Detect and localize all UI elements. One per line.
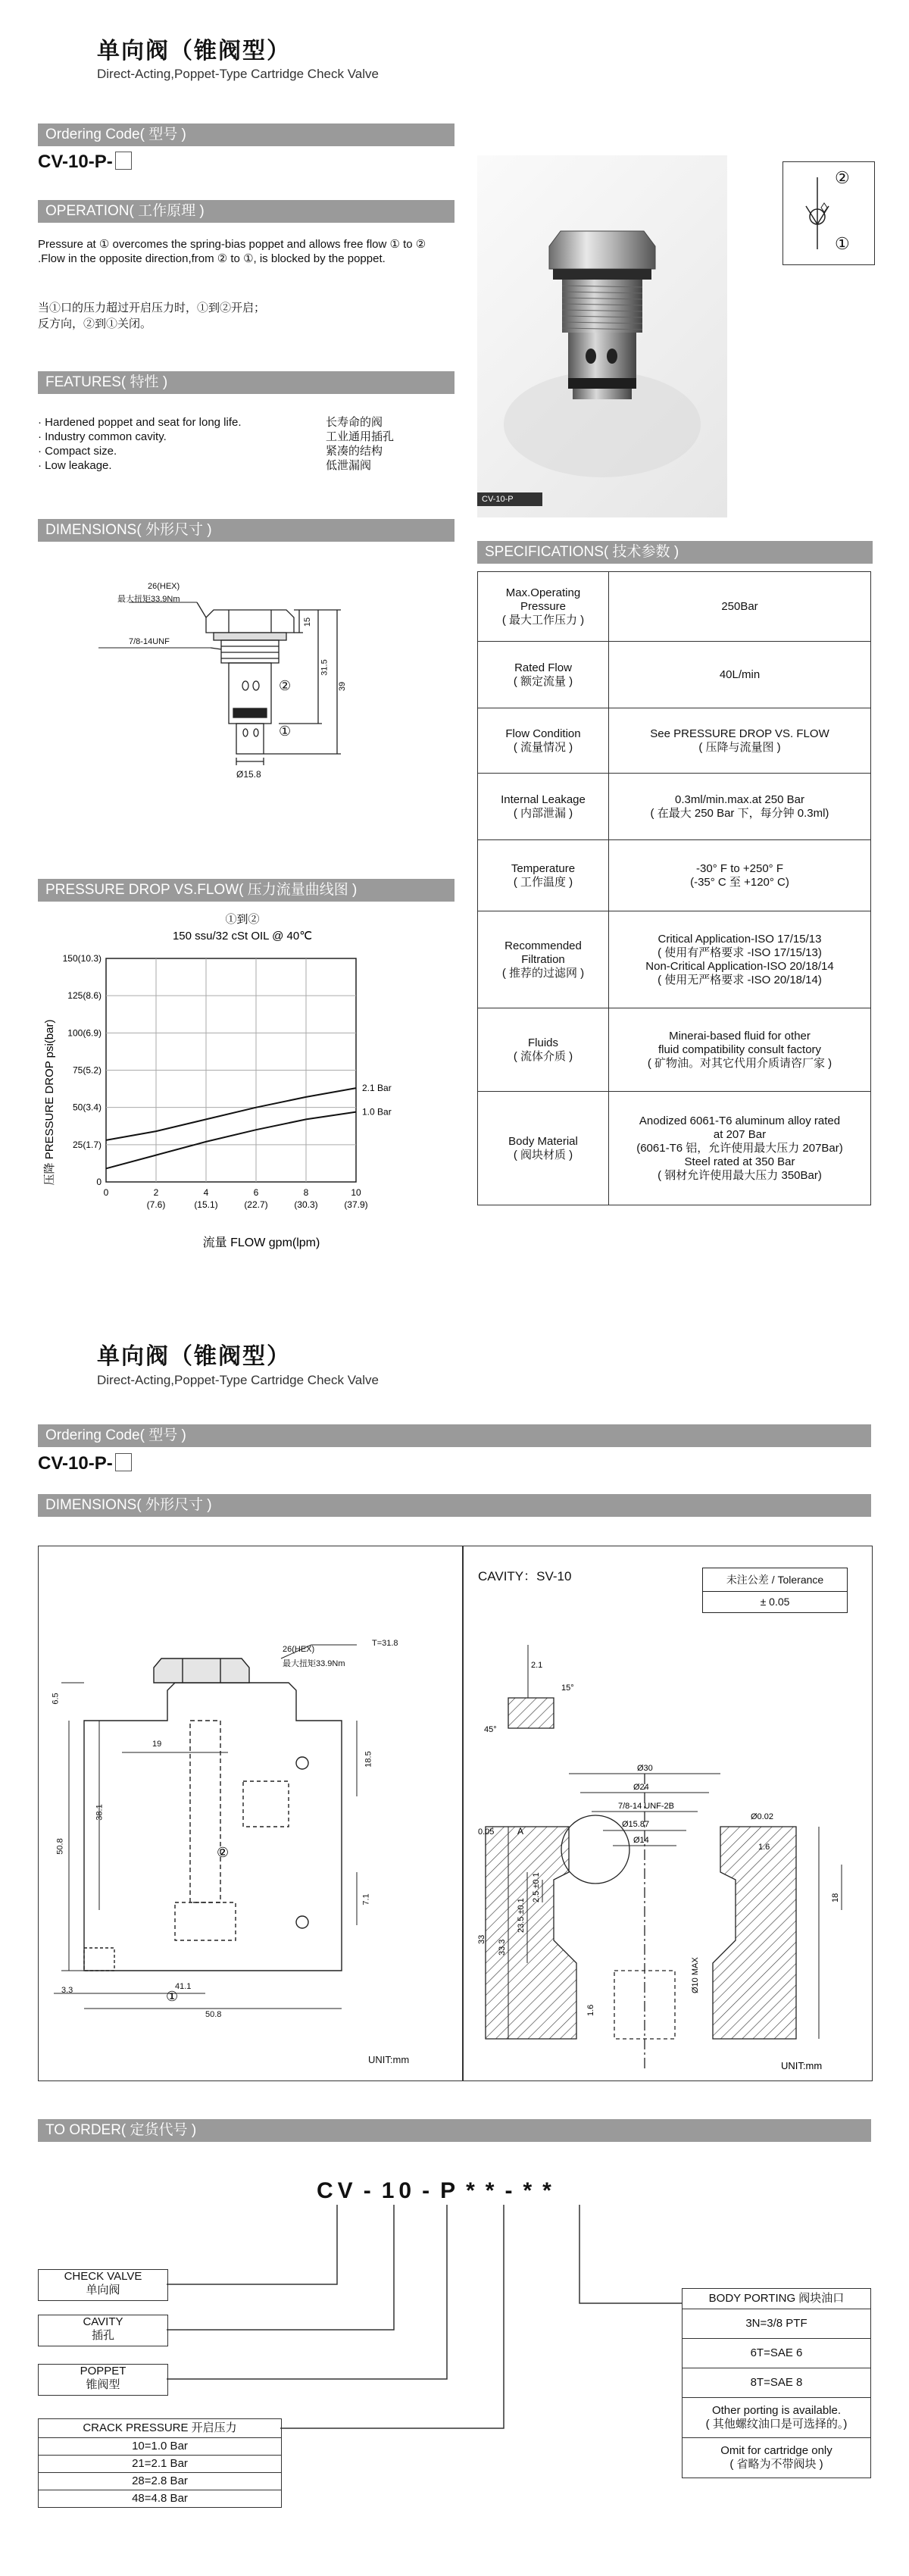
order-code-part: 10 (381, 2178, 417, 2203)
page2-model-code-text: CV-10-P- (38, 1453, 113, 1474)
spec-label: Temperature ( 工作温度 ) (478, 840, 609, 911)
feature-item (38, 458, 394, 473)
order-code-part: * (542, 2178, 556, 2203)
block-dim-19: 19 (152, 1740, 162, 1749)
dim-39: 39 (338, 681, 348, 692)
chart-series-label: 1.0 Bar (362, 1106, 392, 1118)
feature-cn: 紧凑的结构 (326, 445, 383, 458)
operation-text-en: Pressure at ① overcomes the spring-bias poppet and allows free flow ① to ② .Flow in the opposite direction,from ② to ①, is blocked by the poppet. (38, 238, 426, 265)
crack-pressure-title: CRACK PRESSURE 开启压力 (39, 2419, 281, 2438)
chart-y-tick-label: 75(5.2) (72, 1064, 102, 1076)
dim-31-5: 31.5 (320, 659, 330, 676)
feature-en: · Industry common cavity. (38, 430, 167, 443)
body-porting-row: 6T=SAE 6 (683, 2339, 870, 2368)
to-order-bar: TO ORDER( 定货代号 ) (38, 2119, 871, 2142)
spec-label: Fluids ( 流体介质 ) (478, 1008, 609, 1092)
cavity-dim-d15-87: Ø15.87 (622, 1820, 650, 1829)
chart-xlabel: 流量 FLOW gpm(lpm) (202, 1236, 320, 1249)
cavity-dim-33-3: 33.3 (498, 1939, 507, 1955)
spec-value: -30° F to +250° F (-35° C 至 +120° C) (609, 840, 871, 911)
page1-title-en: Direct-Acting,Poppet-Type Cartridge Check Valve (97, 67, 379, 81)
operation-text-cn-2: 反方向，②到①关闭。 (38, 317, 152, 330)
block-port-1: ① (166, 1989, 179, 2004)
dim-15: 15 (303, 617, 313, 627)
chart-y-tick-label: 25(1.7) (72, 1139, 102, 1150)
spec-value: Anodized 6061-T6 aluminum alloy rated at 207 Bar (6061-T6 铝，允许使用最大压力 207Bar) Steel rated at 350 Bar ( 钢材允许使用最大压力 350Bar) (609, 1092, 871, 1205)
chart-y-tick-label: 125(8.6) (67, 990, 102, 1002)
page2-title-cn: 单向阀（锥阀型） (97, 1343, 291, 1370)
feature-item (38, 430, 394, 444)
feature-en: · Low leakage. (38, 459, 112, 472)
dim-hex: 26(HEX) (148, 582, 180, 591)
spec-label: Flow Condition ( 流量情况 ) (478, 708, 609, 774)
cavity-dim-23-5: 23.5 ±0.1 (517, 1898, 526, 1933)
order-code-part: * (485, 2178, 499, 2203)
chart-y-tick-label: 0 (96, 1177, 102, 1187)
page2-title-en: Direct-Acting,Poppet-Type Cartridge Check Valve (97, 1373, 379, 1387)
cartridge-photo-illustration (477, 155, 727, 517)
order-code-part: P (440, 2178, 461, 2203)
cavity-dim-2-1: 2.1 (531, 1661, 543, 1670)
pressure-drop-chart (38, 909, 470, 1258)
block-dim-41-1: 41.1 (175, 1982, 192, 1991)
spec-row (478, 1008, 871, 1092)
cavity-unit: UNIT:mm (781, 2060, 823, 2071)
crack-pressure-row: 21=2.1 Bar (39, 2456, 281, 2473)
chart-x-tick-label: 2 (153, 1187, 159, 1198)
feature-cn: 低泄漏阀 (326, 459, 372, 472)
chart-x-tick-label: 4 (203, 1187, 209, 1198)
spec-row (478, 708, 871, 774)
block-dim-50-8-v: 50.8 (55, 1838, 65, 1855)
chart-x-tick-sublabel: (15.1) (194, 1199, 218, 1210)
chart-x-tick-sublabel: (7.6) (146, 1199, 166, 1210)
chart-series-line (106, 1112, 356, 1169)
dim-torque: 最大扭矩33.9Nm (117, 595, 180, 604)
block-dim-torque: 最大扭矩33.9Nm (283, 1659, 345, 1668)
pressure-drop-bar: PRESSURE DROP VS.FLOW( 压力流量曲线图 ) (38, 879, 454, 902)
spec-row (478, 774, 871, 840)
spec-value: See PRESSURE DROP VS. FLOW ( 压降与流量图 ) (609, 708, 871, 774)
dim-thread: 7/8-14UNF (129, 637, 170, 646)
chart-x-tick-sublabel: (22.7) (244, 1199, 268, 1210)
block-dim-t318: T=31.8 (372, 1639, 398, 1648)
chart-x-tick-label: 8 (303, 1187, 309, 1198)
specifications-table (477, 571, 871, 1205)
dim-port-1: ① (279, 724, 292, 739)
spec-label: Internal Leakage ( 内部泄漏 ) (478, 774, 609, 840)
crack-pressure-row: 10=1.0 Bar (39, 2438, 281, 2456)
order-code-part: CV (317, 2178, 358, 2203)
cavity-dim-concentric: Ø0.02 (751, 1812, 773, 1821)
chart-x-tick-sublabel: (30.3) (294, 1199, 318, 1210)
features-bar: FEATURES( 特性 ) (38, 371, 454, 394)
pressure-drop-chart-svg (38, 909, 470, 1258)
spec-value: Critical Application-ISO 17/15/13 ( 使用有严格要求 -ISO 17/15/13) Non-Critical Application-ISO 20/18/14 ( 使用无严格要求 -ISO 20/18/14) (609, 911, 871, 1008)
page2-dimensions-bar: DIMENSIONS( 外形尺寸 ) (38, 1494, 871, 1517)
cavity-dim-d30: Ø30 (637, 1764, 653, 1773)
cavity-dim-18: 18 (831, 1893, 840, 1902)
tolerance-value: ± 0.05 (702, 1591, 848, 1613)
cavity-dim-d24: Ø24 (633, 1783, 649, 1792)
order-poppet-box: POPPET 锥阀型 (38, 2364, 168, 2396)
order-code-part: * (523, 2178, 537, 2203)
spec-row (478, 642, 871, 708)
chart-ylabel: 压降 PRESSURE DROP psi(bar) (43, 1019, 56, 1186)
chart-subtitle: 150 ssu/32 cSt OIL @ 40℃ (172, 930, 313, 943)
block-dim-7-1: 7.1 (361, 1893, 371, 1905)
spec-label: Rated Flow ( 额定流量 ) (478, 642, 609, 708)
spec-value: 40L/min (609, 642, 871, 708)
cavity-dim-1-6a: 1.6 (758, 1843, 770, 1852)
cavity-title: CAVITY：SV-10 (478, 1569, 572, 1583)
spec-value: Minerai-based fluid for other fluid compatibility consult factory ( 矿物油。对其它代用介质请咨厂家 ) (609, 1008, 871, 1092)
body-porting-title: BODY PORTING 阀块油口 (683, 2289, 870, 2309)
feature-cn: 工业通用插孔 (326, 430, 395, 443)
body-porting-row: 3N=3/8 PTF (683, 2309, 870, 2339)
cavity-dim-33: 33 (477, 1934, 486, 1944)
page2-ordering-code-bar: Ordering Code( 型号 ) (38, 1424, 871, 1447)
block-dim-hex: 26(HEX) (283, 1645, 315, 1654)
cavity-drawing (462, 1546, 873, 2081)
spec-row (478, 911, 871, 1008)
cavity-dim-d14: Ø14 (633, 1836, 649, 1845)
features-list (38, 415, 394, 473)
chart-x-tick-label: 0 (103, 1187, 109, 1198)
operation-text-cn-1: 当①口的压力超过开启压力时，①到②开启； (38, 302, 266, 314)
crack-pressure-row: 28=2.8 Bar (39, 2473, 281, 2490)
body-porting-row: Omit for cartridge only ( 省略为不带阀块 ) (720, 2444, 832, 2471)
page2-model-code (38, 1453, 132, 1474)
manifold-block-drawing (38, 1546, 464, 2081)
model-code (38, 152, 132, 173)
chart-series-label: 2.1 Bar (362, 1083, 392, 1094)
specifications-bar: SPECIFICATIONS( 技术参数 ) (477, 541, 873, 564)
cavity-dim-45deg: 45° (484, 1725, 497, 1734)
block-dim-3-3: 3.3 (61, 1986, 73, 1995)
chart-series-line (106, 1088, 356, 1140)
model-code-box (115, 152, 132, 170)
order-code-part: - (422, 2178, 435, 2203)
operation-bar: OPERATION( 工作原理 ) (38, 200, 454, 223)
product-photo (477, 155, 727, 517)
hydraulic-symbol (782, 161, 875, 265)
thread-bands (562, 280, 642, 333)
cavity-ref-a: A (517, 1826, 524, 1837)
body-porting-row: 8T=SAE 8 (683, 2368, 870, 2398)
spec-value: 250Bar (609, 572, 871, 642)
feature-item (38, 444, 394, 458)
chart-x-tick-sublabel: (37.9) (344, 1199, 368, 1210)
cavity-dim-flatness: 0.05 (478, 1827, 495, 1837)
spec-value: 0.3ml/min.max.at 250 Bar ( 在最大 250 Bar 下，每分钟 0.3ml) (609, 774, 871, 840)
block-dim-50-8-h: 50.8 (205, 2010, 222, 2019)
chart-x-tick-label: 10 (351, 1187, 361, 1198)
block-port-2: ② (217, 1845, 230, 1860)
order-code-part: - (363, 2178, 376, 2203)
spec-row (478, 1092, 871, 1205)
body-porting-row: Other porting is available. ( 其他螺纹油口是可选择的。) (683, 2398, 870, 2438)
cartridge-drawing (38, 557, 454, 837)
chart-y-tick-label: 50(3.4) (72, 1102, 102, 1113)
cavity-dim-2-5: 2.5 ±0.1 (532, 1872, 541, 1902)
chart-x-tick-label: 6 (253, 1187, 259, 1198)
order-check-valve-box: CHECK VALVE 单向阀 (38, 2269, 168, 2301)
cavity-dim-thread: 7/8-14 UNF-2B (618, 1802, 674, 1811)
spec-row (478, 840, 871, 911)
chart-title: ①到② (225, 913, 260, 926)
feature-cn: 长寿命的阀 (326, 416, 383, 429)
tolerance-title: 未注公差 / Tolerance (702, 1568, 848, 1592)
chart-y-tick-label: 150(10.3) (62, 953, 102, 964)
photo-label: CV-10-P (477, 492, 542, 506)
spec-label: Body Material ( 阀块材质 ) (478, 1092, 609, 1205)
feature-en: · Hardened poppet and seat for long life. (38, 416, 242, 429)
symbol-port-1: ① (835, 234, 850, 253)
block-unit: UNIT:mm (368, 2054, 410, 2065)
crack-pressure-table (38, 2418, 282, 2508)
order-code-part: * (466, 2178, 479, 2203)
order-code-part: - (504, 2178, 517, 2203)
feature-en: · Compact size. (38, 445, 117, 458)
block-dim-38-1: 38.1 (95, 1804, 105, 1821)
block-dim-6-5: 6.5 (51, 1693, 61, 1705)
body-porting-table (682, 2288, 871, 2478)
block-dim-18-5: 18.5 (364, 1751, 373, 1768)
spec-row (478, 572, 871, 642)
check-valve-symbol-icon (783, 162, 874, 264)
dim-port-2: ② (279, 678, 292, 693)
page2-model-code-box (115, 1453, 132, 1471)
cavity-dim-15deg: 15° (561, 1683, 574, 1693)
cavity-dim-d10: Ø10 MAX (691, 1957, 700, 1993)
ordering-code-bar: Ordering Code( 型号 ) (38, 123, 454, 146)
model-code-text: CV-10-P- (38, 152, 113, 172)
dim-dia-15-8: Ø15.8 (236, 769, 261, 780)
chart-y-tick-label: 100(6.9) (67, 1027, 102, 1039)
spec-label: Recommended Filtration ( 推荐的过滤网 ) (478, 911, 609, 1008)
page1-title-cn: 单向阀（锥阀型） (97, 38, 291, 64)
feature-item (38, 415, 394, 430)
cavity-svg (463, 1546, 872, 2080)
cartridge-dimension-drawing (38, 557, 454, 837)
cavity-dim-1-6b: 1.6 (586, 2004, 595, 2016)
symbol-port-2: ② (835, 168, 850, 187)
order-cavity-box: CAVITY 插孔 (38, 2315, 168, 2346)
dimensions-bar: DIMENSIONS( 外形尺寸 ) (38, 519, 454, 542)
crack-pressure-row: 48=4.8 Bar (132, 2492, 188, 2505)
spec-label: Max.Operating Pressure ( 最大工作压力 ) (478, 572, 609, 642)
